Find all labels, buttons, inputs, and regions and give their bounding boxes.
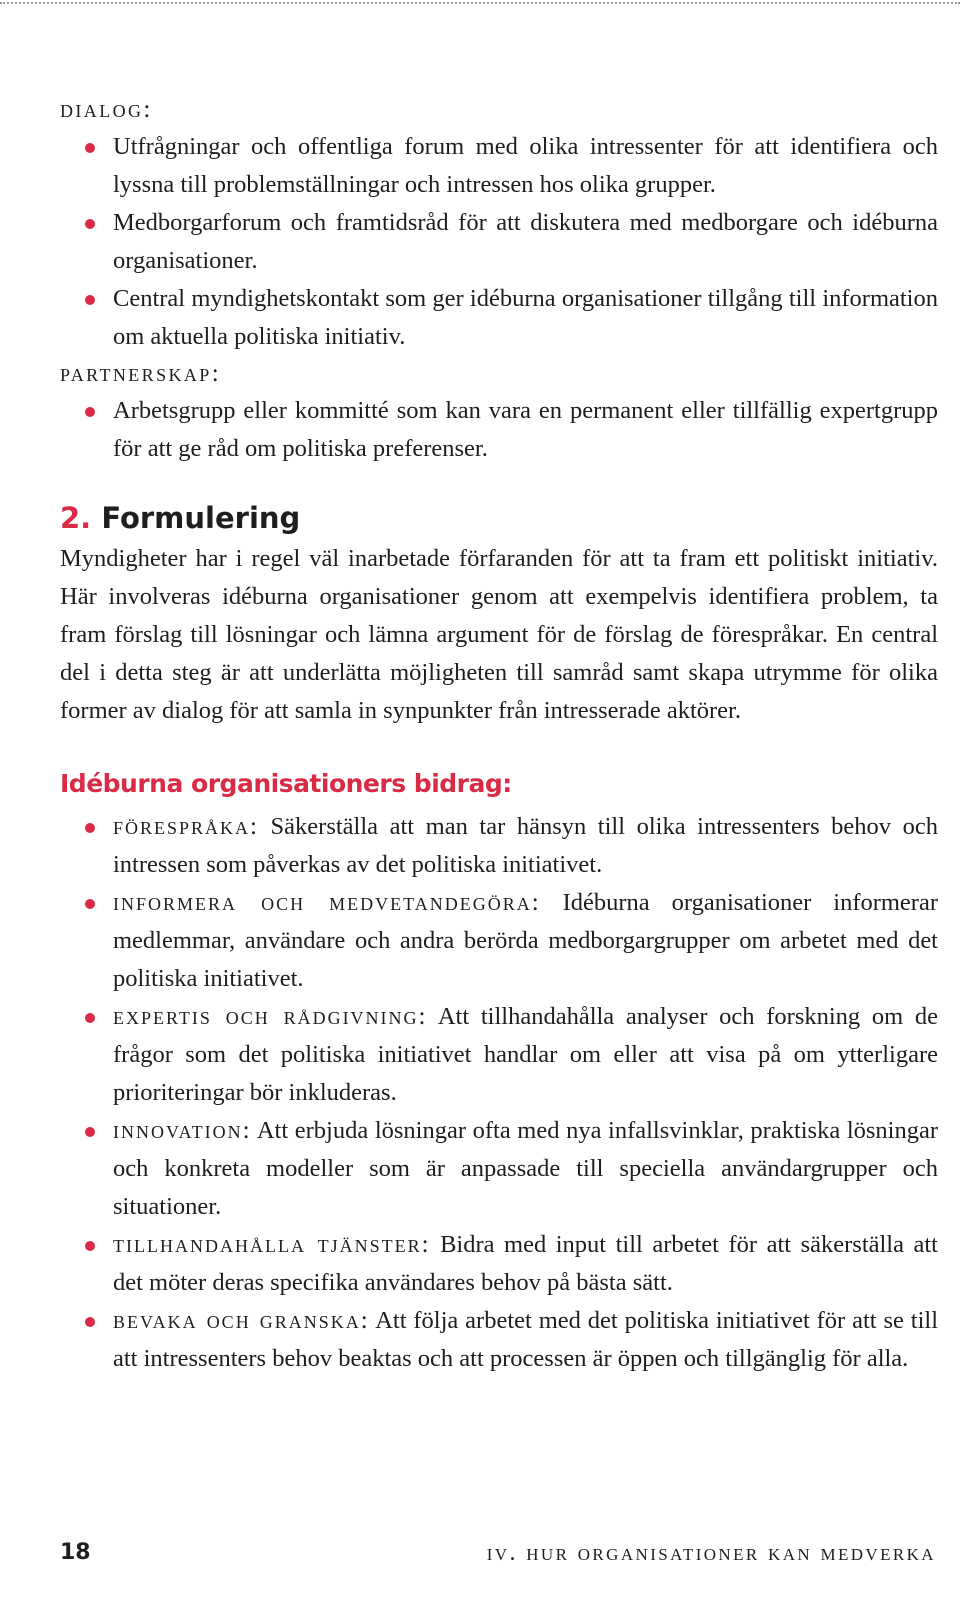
list-item [60, 128, 938, 204]
bullet-icon [85, 823, 95, 833]
bullet-icon [85, 1127, 95, 1137]
bidrag-heading: Idéburna organisationers bidrag: [60, 769, 512, 798]
item-text: Att följa arbetet med det politiska initiativet för att se till att intressenters behov beaktas och att processen är öppen och tillgänglig för alla. [113, 1307, 938, 1372]
page-content [60, 92, 938, 1378]
list-item [60, 392, 938, 468]
partnerskap-list [60, 392, 938, 468]
running-head: iv. hur organisationer kan medverka [486, 1540, 936, 1566]
list-item [60, 280, 938, 356]
partnerskap-label: partnerskap: [60, 360, 222, 387]
top-dotted-rule [0, 2, 960, 4]
item-text: Idéburna organisationer informerar medlemmar, användare och andra berörda medborgargrupper om arbetet med det politiska initiativet. [113, 889, 939, 992]
bullet-icon [85, 143, 95, 153]
section-body: Myndigheter har i regel väl inarbetade förfaranden för att ta fram ett politiskt initiativ. Här involveras idéburna organisationer genom att exempelvis identifiera problem, ta fram förslag till lösningar och lämna argument för de förslag de förespråkar. En central del i detta steg är att underlätta möjligheten till samråd samt skapa utrymme för olika former av dialog för att samla in synpunkter från intresserade aktörer. [60, 545, 938, 724]
list-item [60, 808, 938, 884]
bidrag-list [60, 808, 938, 1378]
list-item [60, 1226, 938, 1302]
list-item-text: Medborgarforum och framtidsråd för att diskutera med medborgare och idéburna organisationer. [113, 209, 938, 274]
bullet-icon [85, 1317, 95, 1327]
item-lead: innovation: [113, 1117, 252, 1144]
item-lead: informera och medvetandegöra: [113, 889, 541, 916]
item-text: Att tillhandahålla analyser och forskning om de frågor som det politiska initiativet handlar om eller att visa på om ytterligare prioriteringar bör inkluderas. [113, 1003, 938, 1106]
section-heading [60, 496, 938, 540]
bullet-icon [85, 1241, 95, 1251]
item-lead: förespråka: [113, 813, 259, 840]
bullet-icon [85, 295, 95, 305]
list-item [60, 998, 938, 1112]
item-text: Bidra med input till arbetet för att säkerställa att det möter deras specifika användares behov på bästa sätt. [113, 1231, 938, 1296]
item-lead: bevaka och granska: [113, 1307, 370, 1334]
section-number: 2. [60, 501, 92, 535]
bullet-icon [85, 1013, 95, 1023]
item-text: Att erbjuda lösningar ofta med nya infallsvinklar, praktiska lösningar och konkreta modeller som är anpassade till speciella användargrupper och situationer. [113, 1117, 938, 1220]
item-text: Säkerställa att man tar hänsyn till olika intressenters behov och intressen som påverkas av det politiska initiativet. [113, 813, 938, 878]
list-item-text: Utfrågningar och offentliga forum med olika intressenter för att identifiera och lyssna till problemställningar och intressen hos olika grupper. [113, 133, 938, 198]
list-item-text: Central myndighetskontakt som ger idéburna organisationer tillgång till information om aktuella politiska initiativ. [113, 285, 938, 350]
page-footer [0, 1540, 960, 1580]
bullet-icon [85, 219, 95, 229]
item-lead: tillhandahålla tjänster: [113, 1231, 431, 1258]
list-item [60, 204, 938, 280]
item-lead: expertis och rådgivning: [113, 1003, 428, 1030]
bullet-icon [85, 407, 95, 417]
dialog-list [60, 128, 938, 356]
bullet-icon [85, 899, 95, 909]
list-item-text: Arbetsgrupp eller kommitté som kan vara en permanent eller tillfällig expertgrupp för att ge råd om politiska preferenser. [113, 397, 938, 462]
list-item [60, 1302, 938, 1378]
list-item [60, 884, 938, 998]
list-item [60, 1112, 938, 1226]
page-number: 18 [60, 1540, 91, 1565]
dialog-label: dialog: [60, 96, 153, 123]
section-title: Formulering [101, 501, 301, 535]
